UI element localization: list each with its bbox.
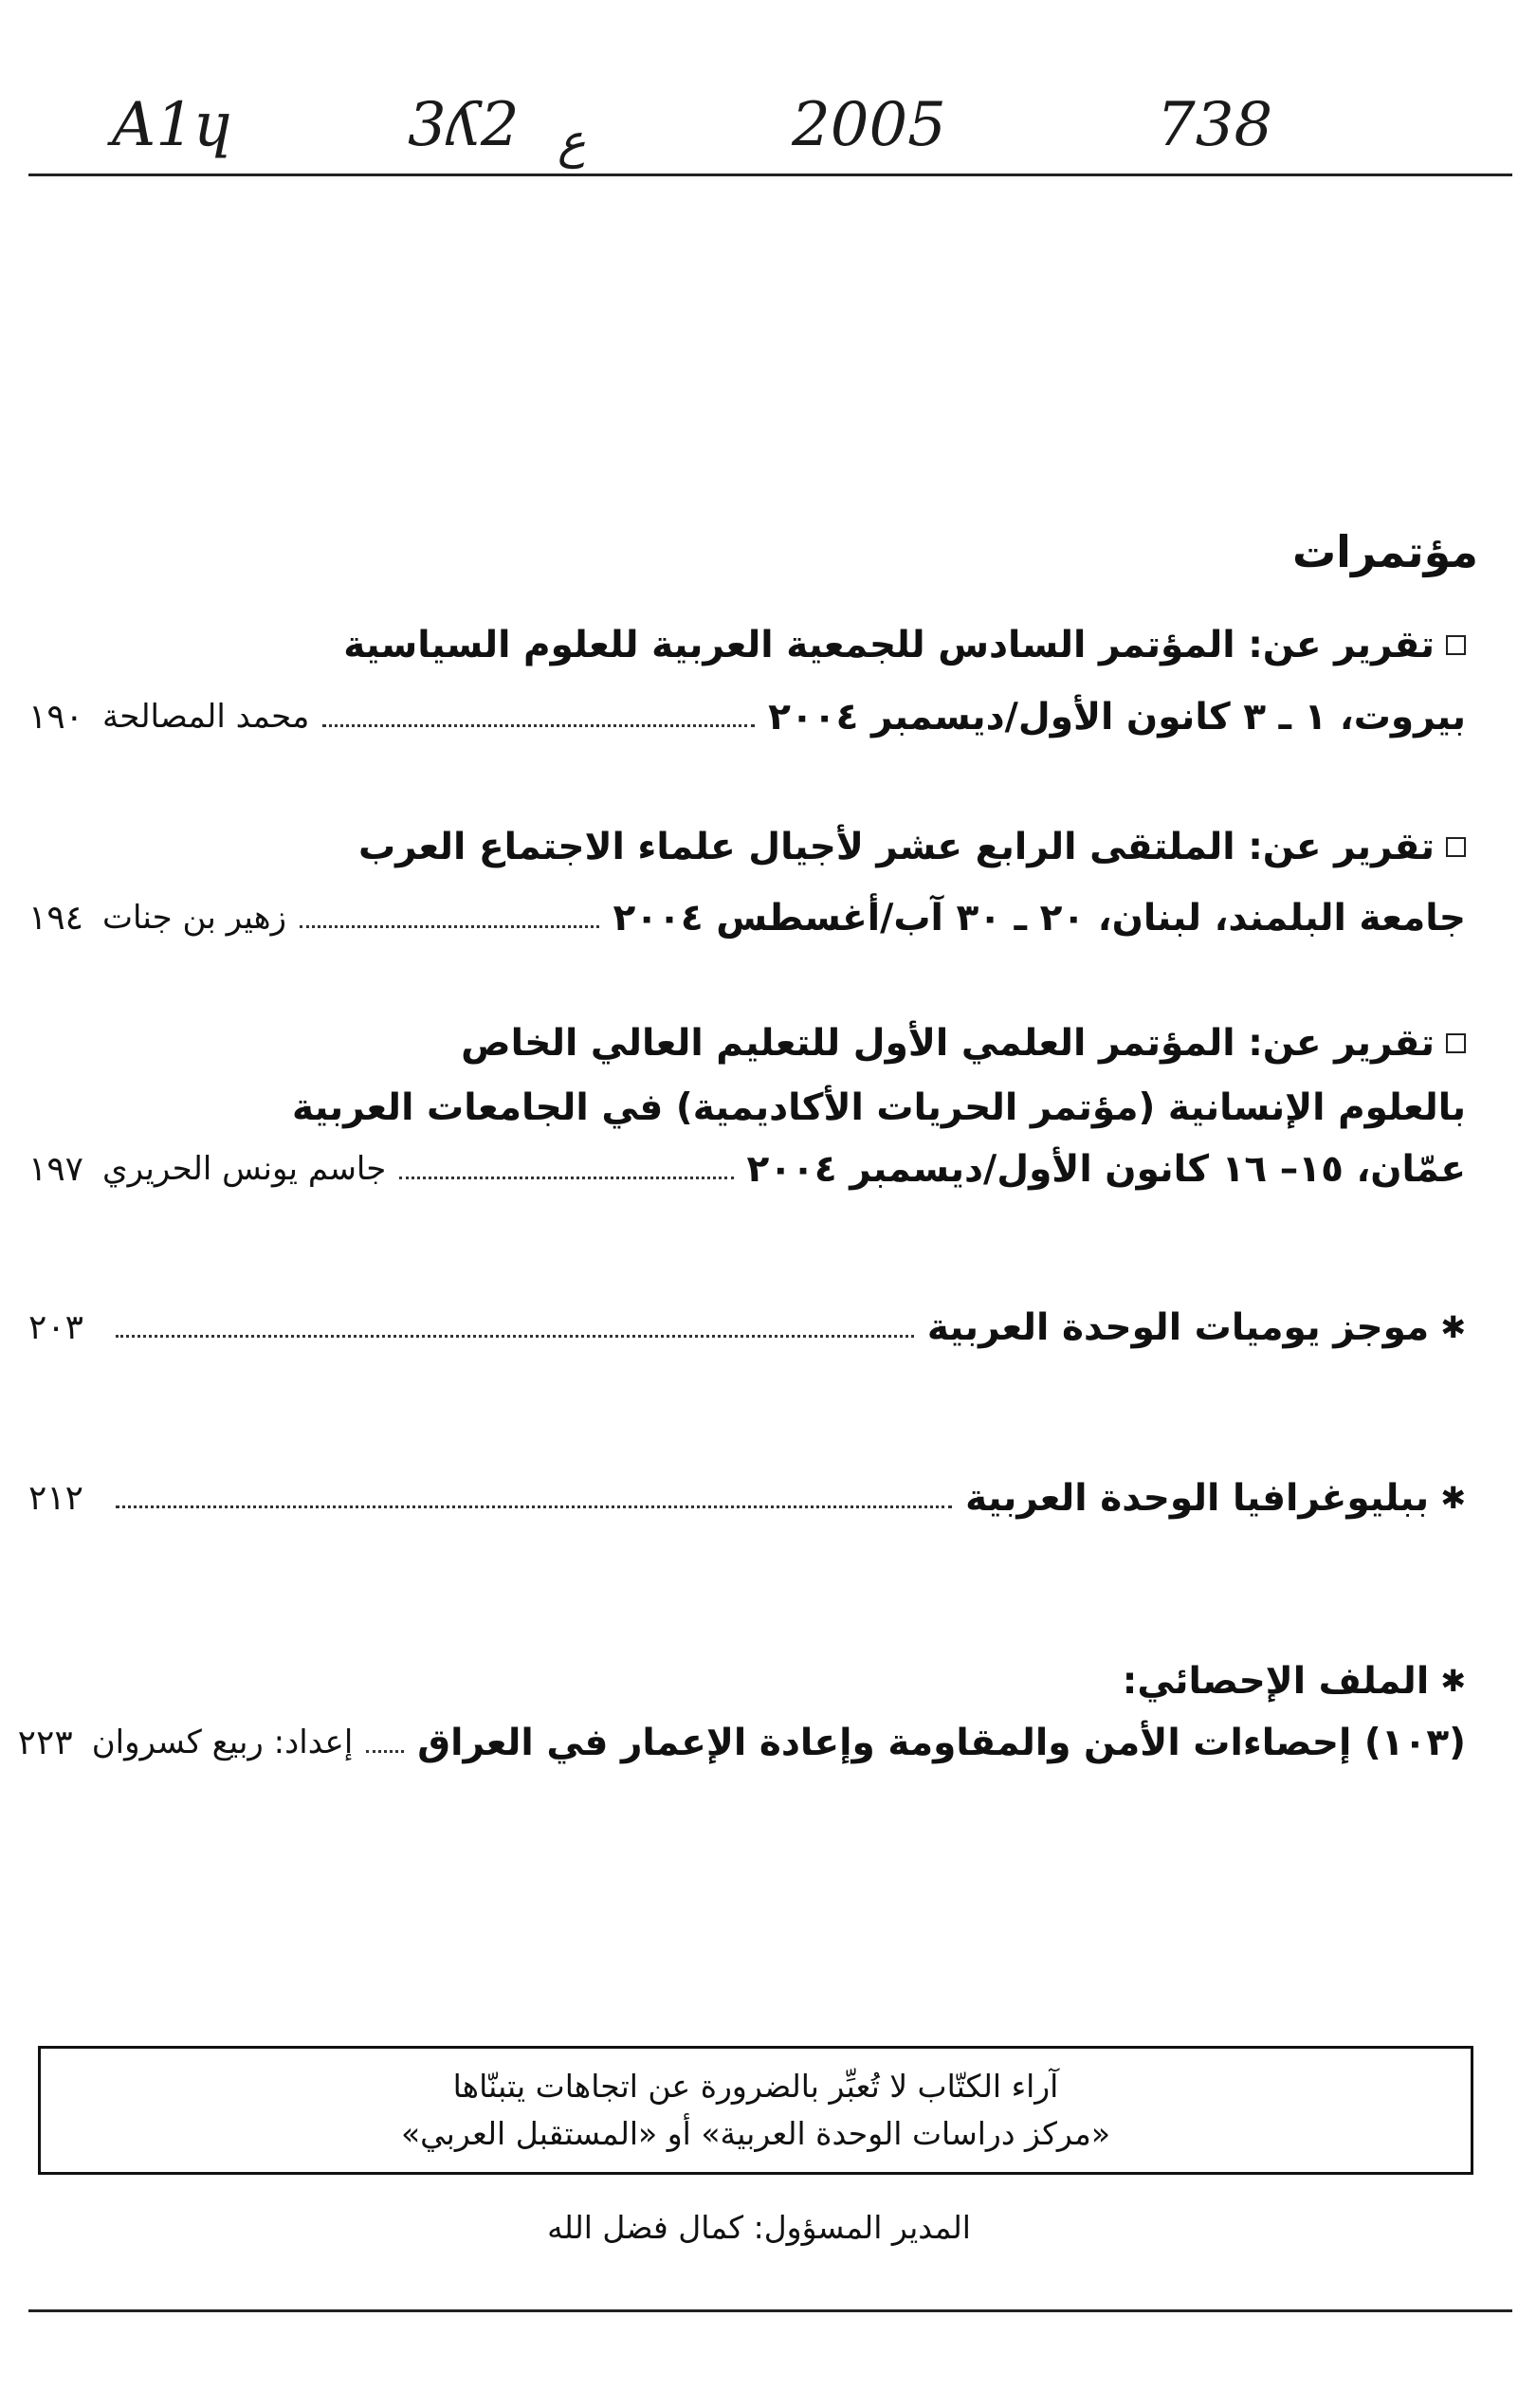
statistical-entry[interactable]: (١٠٣) إحصاءات الأمن والمقاومة وإعادة الإعمار في العراق إعداد: ربيع كسروان ٢٢٣ [17,1721,1466,1764]
statistical-heading: ✱ الملف الإحصائي: [1122,1659,1466,1703]
entry-2-detail[interactable]: جامعة البلمند، لبنان، ٢٠ ـ ٣٠ آب/أغسطس ٢٠٠٤ زهير بن جنات ١٩٤ [28,896,1466,939]
entry-3-detail[interactable]: عمّان، ١٥– ١٦ كانون الأول/ديسمبر ٢٠٠٤ جاسم يونس الحريري ١٩٧ [28,1147,1466,1191]
disclaimer-box [38,2046,1473,2175]
entry-1-title[interactable]: تقرير عن: المؤتمر السادس للجمعية العربية للعلوم السياسية [28,618,1466,671]
checkbox-icon [1446,1033,1466,1053]
handwritten-number: 738 [1157,90,1273,160]
leader-dots [300,925,599,928]
top-rule [28,173,1512,176]
handwritten-code-3: ع [558,114,586,169]
director-credit: المدير المسؤول: كمال فضل الله [547,2209,971,2246]
disclaimer-line-2: «مركز دراسات الوحدة العربية» أو «المستقبل العربي» [400,2115,1111,2152]
starred-item-1[interactable]: ✱ موجز يوميات الوحدة العربية ٢٠٣ [28,1305,1466,1349]
entry-author: إعداد: ربيع كسروان [91,1724,354,1761]
leader-dots [322,724,755,727]
leader-dots [116,1505,952,1508]
entry-author: محمد المصالحة [102,698,310,736]
bottom-rule [28,2309,1512,2312]
handwritten-code-2: 3ʎ2 [408,90,520,160]
entry-3-title-cont: بالعلوم الإنسانية (مؤتمر الحريات الأكاديمية) في الجامعات العربية [291,1085,1466,1129]
page-number: ١٩٠ [28,697,84,737]
entry-author: جاسم يونس الحريري [102,1150,387,1188]
disclaimer-line-1: آراء الكتّاب لا تُعبِّر بالضرورة عن اتجاهات يتبنّاها [452,2068,1059,2105]
section-title: مؤتمرات [1291,526,1478,577]
page-number: ١٩٧ [28,1149,84,1189]
entry-2-title[interactable]: تقرير عن: الملتقى الرابع عشر لأجيال علماء الاجتماع العرب [28,820,1466,873]
page-number: ٢٠٣ [28,1307,84,1347]
entry-author: زهير بن جنات [102,899,286,937]
entry-1-detail[interactable]: بيروت، ١ ـ ٣ كانون الأول/ديسمبر ٢٠٠٤ محمد المصالحة ١٩٠ [28,695,1466,739]
checkbox-icon [1446,635,1466,655]
asterisk-icon: ✱ [1440,1309,1466,1345]
leader-dots [399,1177,733,1179]
checkbox-icon [1446,837,1466,857]
starred-item-2[interactable]: ✱ ببليوغرافيا الوحدة العربية ٢١٢ [28,1476,1466,1520]
asterisk-icon: ✱ [1440,1480,1466,1516]
handwritten-year: 2005 [792,90,946,160]
asterisk-icon: ✱ [1440,1663,1466,1699]
page-number: ٢٢٣ [17,1723,73,1762]
page-number: ١٩٤ [28,898,84,938]
leader-dots [366,1750,404,1753]
page-number: ٢١٢ [28,1478,84,1518]
handwritten-code-1: A1ɥ [112,90,234,160]
leader-dots [116,1335,914,1338]
entry-3-title[interactable]: تقرير عن: المؤتمر العلمي الأول للتعليم العالي الخاص [28,1016,1466,1069]
